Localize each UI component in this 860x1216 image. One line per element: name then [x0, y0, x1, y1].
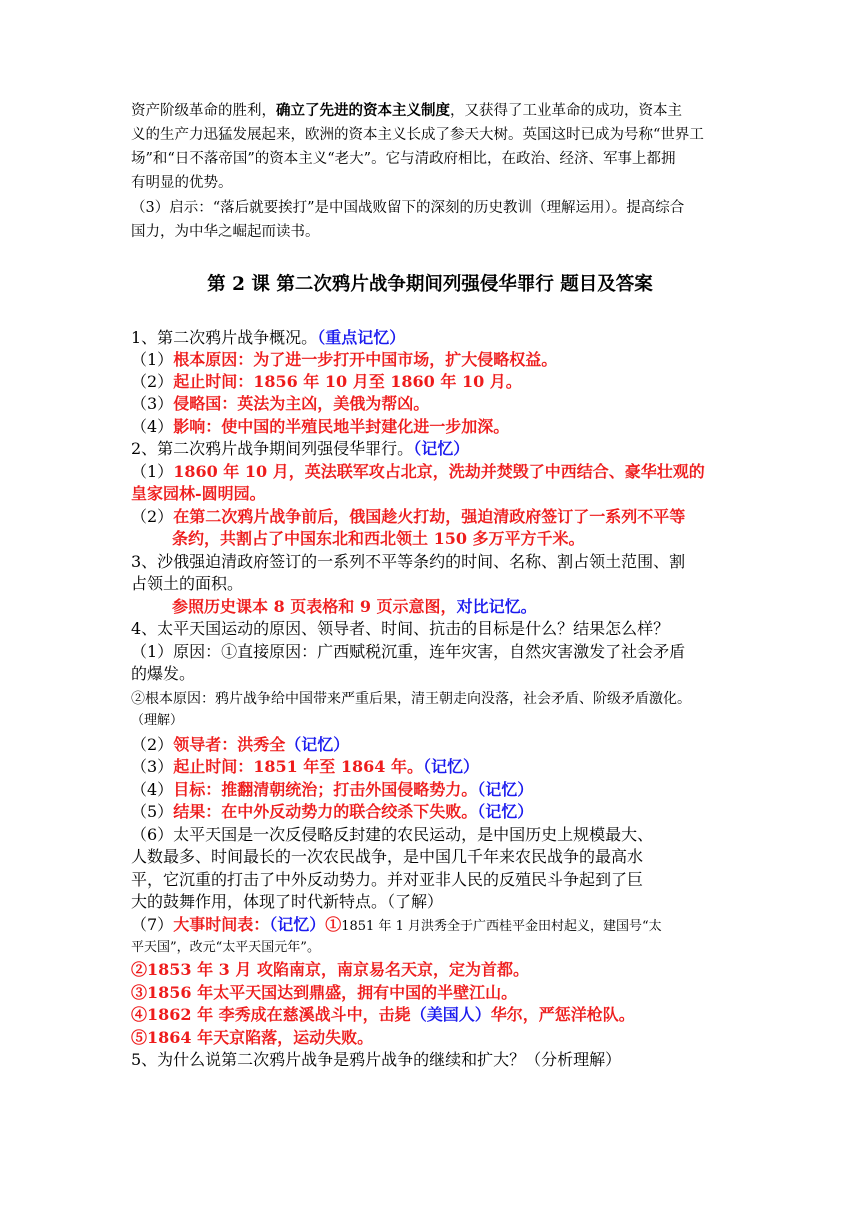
answer-line: （1）1860 年 10 月，英法联军攻占北京，洗劫并焚毁了中西结合、豪华壮观的	[131, 462, 705, 481]
question-heading: 4、太平天国运动的原因、领导者、时间、抗击的目标是什么？结果怎么样？	[131, 619, 670, 638]
answer-line: （3）侵略国：英法为主凶，美俄为帮凶。	[131, 394, 430, 413]
answer-line: 人数最多、时间最长的一次农民战争，是中国几千年来农民战争的最高水	[131, 847, 644, 866]
answer-line: （4）影响：使中国的半殖民地半封建化进一步加深。	[131, 417, 510, 436]
answer-line: 皇家园林-圆明园。	[131, 484, 266, 503]
timeline-event: ③1856 年太平天国达到鼎盛，拥有中国的半壁江山。	[131, 983, 518, 1002]
lesson-title: 第 2 课 第二次鸦片战争期间列强侵华罪行 题目及答案	[207, 274, 653, 295]
answer-line: （1）原因：①直接原因：广西赋税沉重，连年灾害，自然灾害激发了社会矛盾	[131, 642, 686, 661]
intro-line: 国力，为中华之崛起而读书。	[131, 224, 320, 240]
answer-line: （2）起止时间：1856 年 10 月至 1860 年 10 月。	[131, 372, 522, 391]
answer-line: ②根本原因：鸦片战争给中国带来严重后果，清王朝走向没落，社会矛盾、阶级矛盾激化。	[131, 691, 691, 707]
answer-line: （5）结果：在中外反动势力的联合绞杀下失败。（记忆）	[131, 802, 534, 821]
answer-line: （3）起止时间：1851 年至 1864 年。（记忆）	[131, 757, 479, 776]
answer-line: （2）在第二次鸦片战争前后，俄国趁火打劫，强迫清政府签订了一系列不平等	[131, 507, 686, 526]
answer-line: （1）根本原因：为了进一步打开中国市场，扩大侵略权益。	[131, 350, 558, 369]
answer-line: 平，它沉重的打击了中外反动势力。并对亚非人民的反殖民斗争起到了巨	[131, 870, 644, 889]
question-heading: 2、第二次鸦片战争期间列强侵华罪行。（记忆）	[131, 439, 470, 458]
question-heading: 1、第二次鸦片战争概况。（重点记忆）	[131, 328, 406, 347]
answer-line: （6）太平天国是一次反侵略反封建的农民运动，是中国历史上规模最大、	[131, 825, 654, 844]
intro-line: （3）启示：“落后就要挨打”是中国战败留下的深刻的历史教训（理解运用）。提高综合	[131, 200, 685, 216]
answer-line: 参照历史课本 8 页表格和 9 页示意图，对比记忆。	[172, 597, 537, 616]
answer-line: 大的鼓舞作用，体现了时代新特点。（了解）	[131, 892, 444, 911]
answer-line: （4）目标：推翻清朝统治；打击外国侵略势力。（记忆）	[131, 780, 534, 799]
intro-line: 有明显的优势。	[131, 175, 233, 191]
answer-line: （2）领导者：洪秀全（记忆）	[131, 735, 350, 754]
timeline-event: ②1853 年 3 月 攻陷南京，南京易名天京，定为首都。	[131, 960, 529, 979]
question-heading: 5、为什么说第二次鸦片战争是鸦片战争的继续和扩大？（分析理解）	[131, 1050, 622, 1069]
timeline-event: ⑤1864 年天京陷落，运动失败。	[131, 1028, 374, 1047]
answer-line: （理解）	[131, 713, 184, 728]
question-heading: 占领土的面积。	[131, 574, 244, 593]
answer-line: 条约，共割占了中国东北和西北领土 150 多万平方千米。	[172, 529, 585, 548]
answer-line: 的爆发。	[131, 664, 196, 683]
intro-line: 资产阶级革命的胜利，确立了先进的资本主义制度，又获得了工业革命的成功，资本主	[131, 102, 682, 119]
intro-line: 义的生产力迅猛发展起来，欧洲的资本主义长成了参天大树。英国这时已成为号称“世界工	[131, 127, 704, 143]
answer-line: 平天国”，改元“太平天国元年”。	[131, 940, 320, 955]
answer-line: （7）大事时间表：（记忆）①1851 年 1 月洪秀全于广西桂平金田村起义，建国号“太	[131, 915, 662, 934]
timeline-event: ④1862 年 李秀成在慈溪战斗中，击毙（美国人）华尔，严惩洋枪队。	[131, 1005, 635, 1024]
intro-line: 场”和“日不落帝国”的资本主义“老大”。它与清政府相比，在政治、经济、军事上都拥	[131, 151, 676, 167]
question-heading: 3、沙俄强迫清政府签订的一系列不平等条约的时间、名称、割占领土范围、割	[131, 552, 686, 571]
